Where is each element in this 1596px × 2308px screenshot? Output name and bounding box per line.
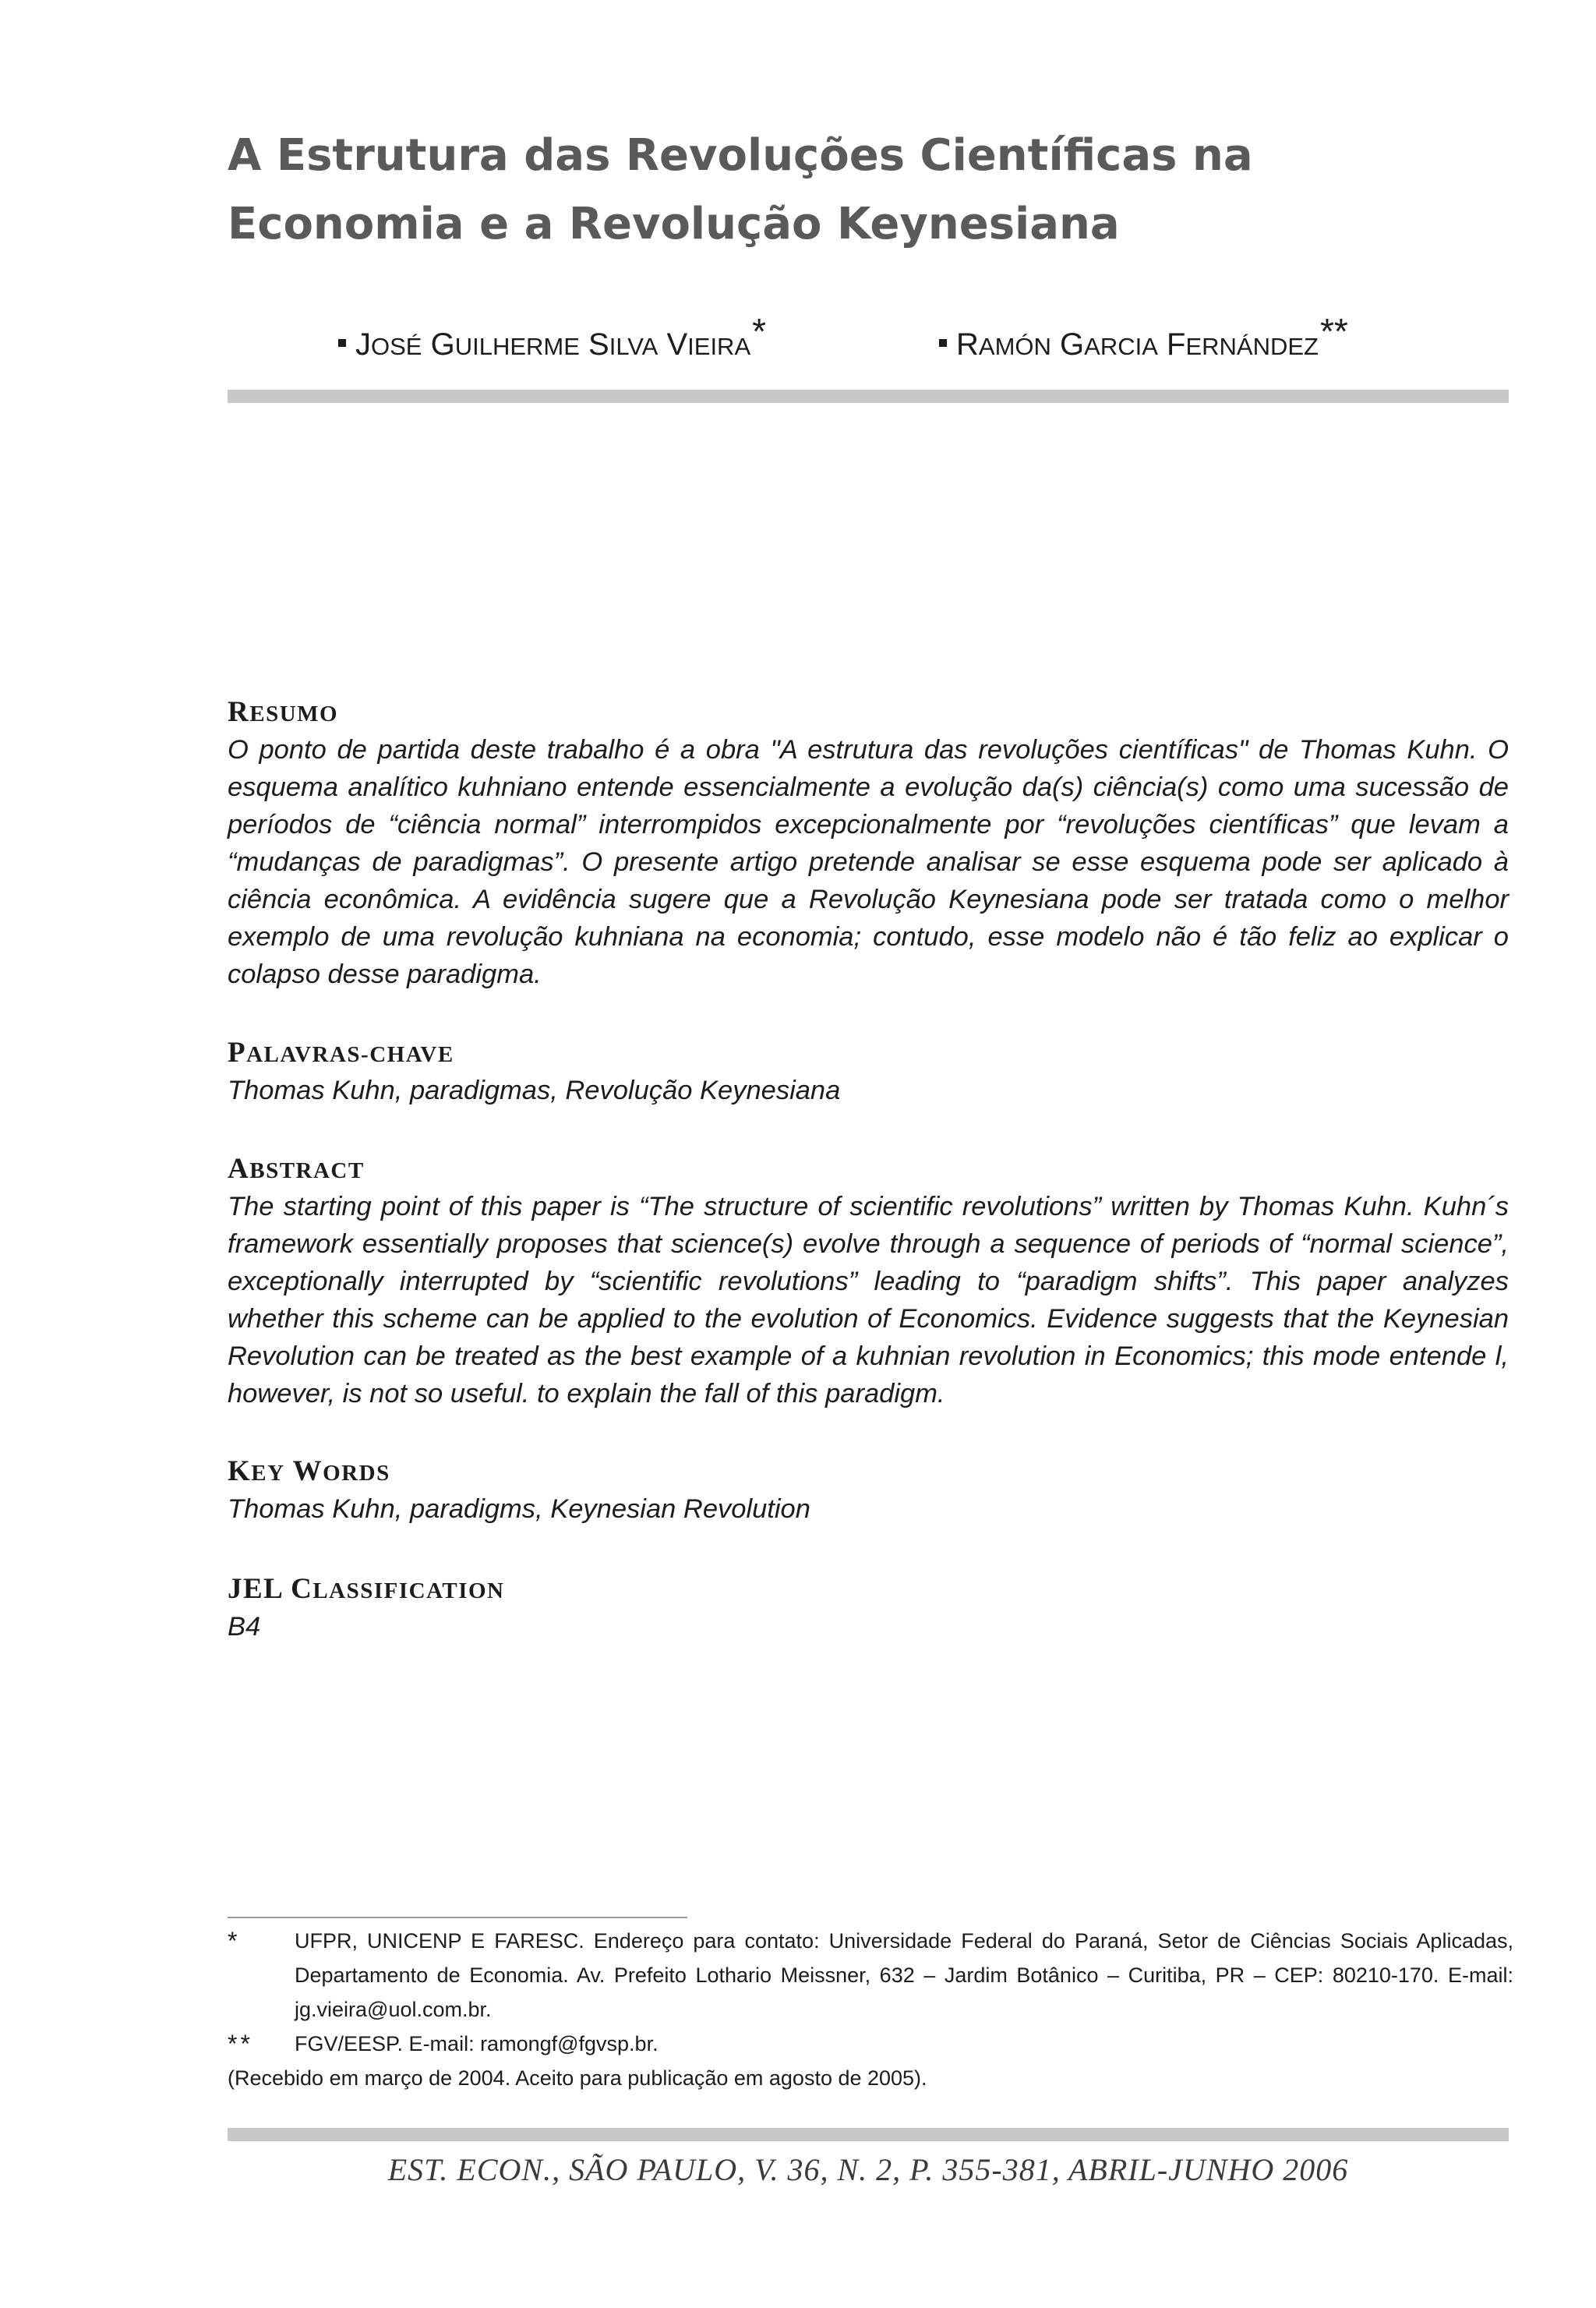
footnote-1-mark: * — [228, 1927, 241, 1955]
abstract-section — [228, 1150, 1509, 1412]
footer-divider — [228, 2128, 1509, 2141]
footnote-1 — [228, 1924, 1513, 2027]
resumo-text: O ponto de partida deste trabalho é a obra "A estrutura das revoluções científicas" de Thomas Kuhn. O esquema analítico kuhniano entende essencialmente a evolução da(s) ciência(s) como uma sucessão de períodos de “ciência normal” interrompidos excepcionalmente por “revoluções científicas” que levam a “mudanças de paradigmas”. O presente artigo pretende analisar se esse esquema pode ser aplicado à ciência econômica. A evidência sugere que a Revolução Keynesiana pode ser tratada como o melhor exemplo de uma revolução kuhniana na economia; contudo, esse modelo não é tão feliz ao explicar o colapso desse paradigma. — [228, 735, 1509, 989]
article-title — [228, 122, 1319, 259]
footnote-mark: ** — [1319, 311, 1348, 352]
footnote-2 — [228, 2027, 1513, 2061]
footnote-divider — [228, 1917, 687, 1918]
resumo-section — [228, 694, 1509, 993]
header-divider — [228, 390, 1509, 403]
jel-text: B4 — [228, 1612, 261, 1642]
footnotes — [228, 1924, 1513, 2095]
author-1: JOSÉ GUILHERME SILVA VIEIRA* — [338, 310, 766, 362]
abstract-heading: ABSTRACT — [228, 1153, 365, 1185]
article-title-line-2: Economia e a Revolução Keynesiana — [228, 199, 1120, 249]
palavras-chave-section — [228, 1034, 1509, 1109]
palavras-chave-heading: PALAVRAS-CHAVE — [228, 1037, 454, 1069]
article-title-line-1: A Estrutura das Revoluções Científicas na — [228, 130, 1253, 181]
key-words-text: Thomas Kuhn, paradigms, Keynesian Revolution — [228, 1494, 810, 1524]
jel-heading: JEL CLASSIFICATION — [228, 1573, 505, 1605]
palavras-chave-text: Thomas Kuhn, paradigmas, Revolução Keynesiana — [228, 1076, 841, 1105]
abstract-text: The starting point of this paper is “The structure of scientific revolutions” written by Thomas Kuhn. Kuhn´s framework essentially proposes that science(s) evolve through a sequence of periods of “normal science”, exceptionally interrupted by “scientific revolutions” leading to “paradigm shifts”. This paper analyzes whether this scheme can be applied to the evolution of Economics. Evidence suggests that the Keynesian Revolution can be treated as the best example of a kuhnian revolution in Economics; this mode entende l, however, is not so useful. to explain the fall of this paradigm. — [228, 1192, 1509, 1408]
square-bullet-icon — [939, 339, 947, 347]
key-words-heading: KEY WORDS — [228, 1455, 390, 1487]
author-2: RAMÓN GARCIA FERNÁNDEZ** — [939, 310, 1348, 362]
jel-section — [228, 1571, 1509, 1645]
square-bullet-icon — [338, 339, 346, 347]
received-note: (Recebido em março de 2004. Aceito para publicação em agosto de 2005). — [228, 2066, 927, 2090]
footnote-2-text: FGV/EESP. E-mail: ramongf@fgvsp.br. — [295, 2032, 659, 2055]
resumo-heading: RESUMO — [228, 696, 339, 728]
journal-citation: EST. ECON., SÃO PAULO, V. 36, N. 2, P. 355-381, ABRIL-JUNHO 2006 — [387, 2152, 1349, 2187]
footnote-2-mark: ** — [228, 2030, 253, 2058]
footnote-mark: * — [752, 311, 767, 352]
key-words-section — [228, 1453, 1509, 1528]
footnote-1-text: UFPR, UNICENP E FARESC. Endereço para contato: Universidade Federal do Paraná, Setor de Ciências Sociais Aplicadas, Departamento de Economia. Av. Prefeito Lothario Meissner, 632 – Jardim Botânico – Curitiba, PR – CEP: 80210-170. E-mail: jg.vieira@uol.com.br. — [295, 1929, 1513, 2021]
